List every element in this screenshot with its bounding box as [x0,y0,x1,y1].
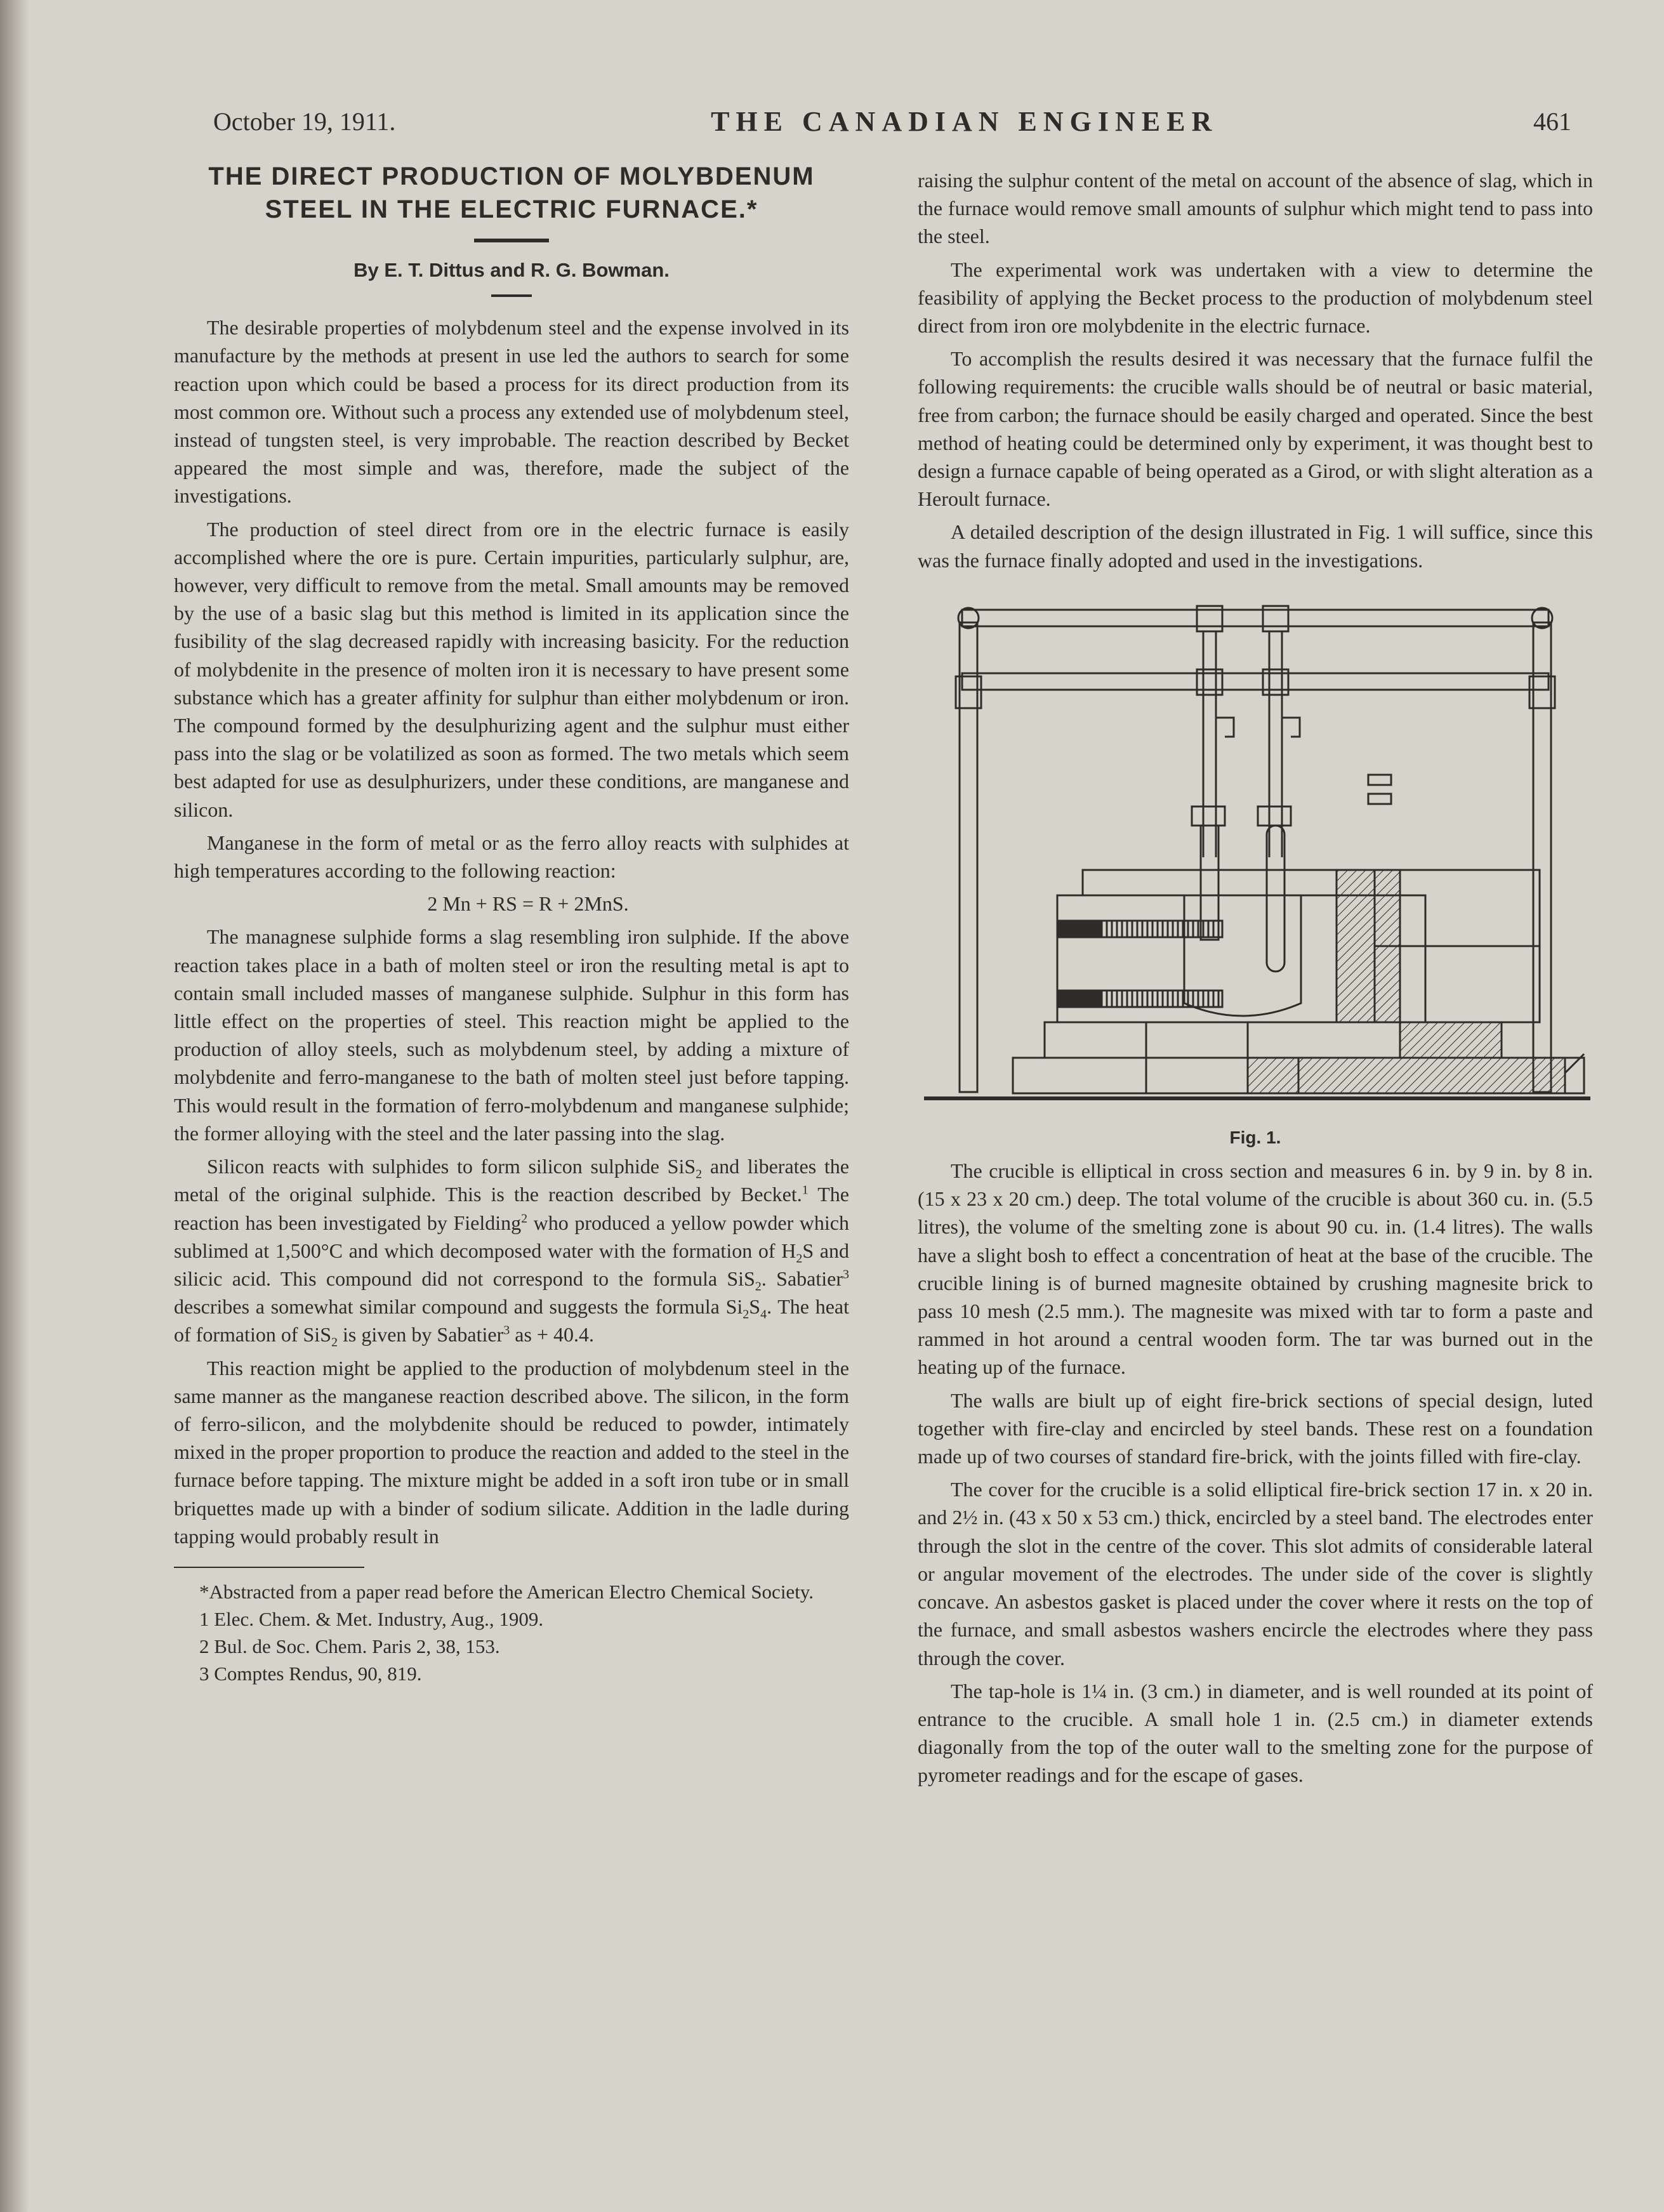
paragraph: The cover for the crucible is a solid elliptical fire-brick section 17 in. x 20 in. and 2½ in. (43 x 50 x 53 cm.) thick, encircled by a steel band. The electrodes enter through the slot in the centre of the cover. This slot admits of considerable lateral or angular movement of the electrodes. The under side of the cover is slightly concave. An asbestos gasket is placed under the cover where it rests on the top of the furnace, and small asbestos washers encircle the electrodes where they pass through the cover. [918,1478,1593,1669]
article-title [174,160,849,226]
paragraph: The desirable properties of molybdenum steel and the expense involved in its manufacture by the methods at present in use led the authors to search for some reaction upon which could be based a process for its direct production from its most common ore. Without such a process any extended use of molybdenum steel, instead of tungsten steel, is very improbable. The reaction described by Becket appeared the most simple and was, therefore, made the subject of the investigations. [174,316,849,508]
paragraph: Manganese in the form of metal or as the ferro alloy reacts with sulphides at high temperatures according to the following reaction: [174,831,849,883]
paragraph: The crucible is elliptical in cross section and measures 6 in. by 9 in. by 8 in. (15 x 23 x 20 cm.) deep. The total volume of the crucible is about 360 cu. in. (5.5 litres), the volume of the smelting zone is about 90 cu. in. (1.4 litres). The walls have a slight bosh to effect a concentration of heat at the base of the crucible. The crucible lining is of burned magnesite obtained by crushing magnesite brick to pass 10 mesh (2.5 mm.). The magnesite was mixed with tar to form a paste and rammed in hot around a central wooden form. The tar was burned out in the heating up of the furnace. [918,1159,1593,1379]
title-rule [474,239,549,242]
paragraph: The tap-hole is 1¼ in. (3 cm.) in diameter, and is well rounded at its point of entrance to the crucible. A small hole 1 in. (2.5 cm.) in diameter extends diagonally from the top of the outer wall to the smelting zone for the purpose of pyrometer readings and for the escape of gases. [918,1679,1593,1787]
paragraph: This reaction might be applied to the production of molybdenum steel in the same manner as the manganese reaction described above. The silicon, in the form of ferro-silicon, and the molybdenite should be reduced to powder, intimately mixed in the proper proportion to produce the reaction and added to the steel in the furnace before tapping. The mixture might be added in a soft iron tube or in small briquettes made up with a binder of sodium silicate. Addition in the ladle during tapping would probably result in [174,1356,849,1548]
paragraph: The walls are biult up of eight fire-brick sections of special design, luted together with fire-clay and encircled by steel bands. These rest on a foundation made up of two courses of standard fire-brick, with the joints filled with fire-clay. [918,1388,1593,1468]
running-head [213,99,1571,143]
paragraph: The production of steel direct from ore in the electric furnace is easily accomplished where the ore is pure. Certain impurities, particularly sulphur, are, however, very difficult to remove from the metal. Small amounts may be removed by the use of a basic slag but this method is limited in its application since the fusibility of the slag decreased rapidly with increasing basicity. For the reduction of molybdenite in the presence of molten iron it is necessary to have present some substance which has a greater affinity for sulphur than either molybdenum or iron. The compound formed by the desulphurizing agent and the sulphur must either pass into the slag or be volatilized as soon as formed. The two metals which seem best adapted for use as desulphurizers, under these conditions, are manganese and silicon. [174,517,849,821]
title-line-2: STEEL IN THE ELECTRIC FURNACE.* [265,195,758,223]
furnace-diagram [918,591,1593,1124]
right-column [918,166,1593,1794]
figure-caption: Fig. 1. [1229,1127,1281,1147]
paragraph-silicon: Silicon reacts with sulphides to form silicon sulphide SiS$_2$ and liberates the metal of the original sulphide. This is the reaction described by Becket.$^1$ The reaction has been investigated by Fielding$^2$ who produced a yellow powder which sublimed at 1,500°C and which decomposed water with the formation of $H_2S$ and silicic acid. This compound did not correspond to the formula SiS$_2$. Sabatier$^3$ describes a somewhat similar compound and suggests the formula $Si_2S_4$. The heat of formation of SiS$_2$ is given by Sabatier$^3$ as + 40.4. [174,1155,850,1350]
paragraph: The managnese sulphide forms a slag resembling iron sulphide. If the above reaction takes place in a bath of molten steel or iron the resulting metal is apt to contain small included masses of manganese sulphide. Sulphur in this form has little effect on the properties of steel. This reaction might be applied to the production of alloy steels, such as molybdenum steel, by adding a mixture of molybdenite and ferro-manganese to the bath of molten steel just before tapping. This would result in the formation of ferro-molybdenum and manganese sulphide; the former alloying with the steel and the later passing into the slag. [174,925,849,1145]
byline: By E. T. Dittus and R. G. Bowman. [353,259,670,281]
paragraph: raising the sulphur content of the metal on account of the absence of slag, which in the furnace would remove small amounts of sulphur which might tend to pass into the steel. [918,169,1593,248]
footnote-ref-3: 3 Comptes Rendus, 90, 819. [199,1662,422,1685]
footnote-ref-1: 1 Elec. Chem. & Met. Industry, Aug., 1909. [199,1607,544,1630]
paragraph: The experimental work was undertaken with a view to determine the feasibility of applying the Becket process to the production of molybdenum steel direct from iron ore molybdenite in the electric furnace. [918,258,1593,338]
issue-date: October 19, 1911. [213,107,396,136]
paragraph: To accomplish the results desired it was necessary that the furnace fulfil the following requirements: the crucible walls should be of neutral or basic material, free from carbon; the furnace should be easily charged and operated. Since the best method of heating could be determined only by experiment, it was thought best to design a furnace capable of being operated as a Girod, or with slight alteration as a Heroult furnace. [918,347,1593,511]
furnace-figure [918,591,1593,1152]
journal-title: THE CANADIAN ENGINEER [711,105,1218,137]
footnotes [174,1578,849,1687]
byline-rule [491,294,532,297]
title-line-1: THE DIRECT PRODUCTION OF MOLYBDENUM [208,162,815,190]
footnote-ref-2: 2 Bul. de Soc. Chem. Paris 2, 38, 153. [199,1635,500,1657]
page-edge-shadow [0,0,29,2212]
reaction-equation: 2 Mn + RS = R + 2MnS. [427,892,629,916]
footnote-abstract: *Abstracted from a paper read before the American Electro Chemical Society. [199,1580,814,1603]
footnote-rule [174,1567,364,1568]
page-number: 461 [1533,107,1571,136]
paragraph: A detailed description of the design illustrated in Fig. 1 will suffice, since this was the furnace finally adopted and used in the investigations. [918,520,1593,572]
left-column [174,160,849,1687]
